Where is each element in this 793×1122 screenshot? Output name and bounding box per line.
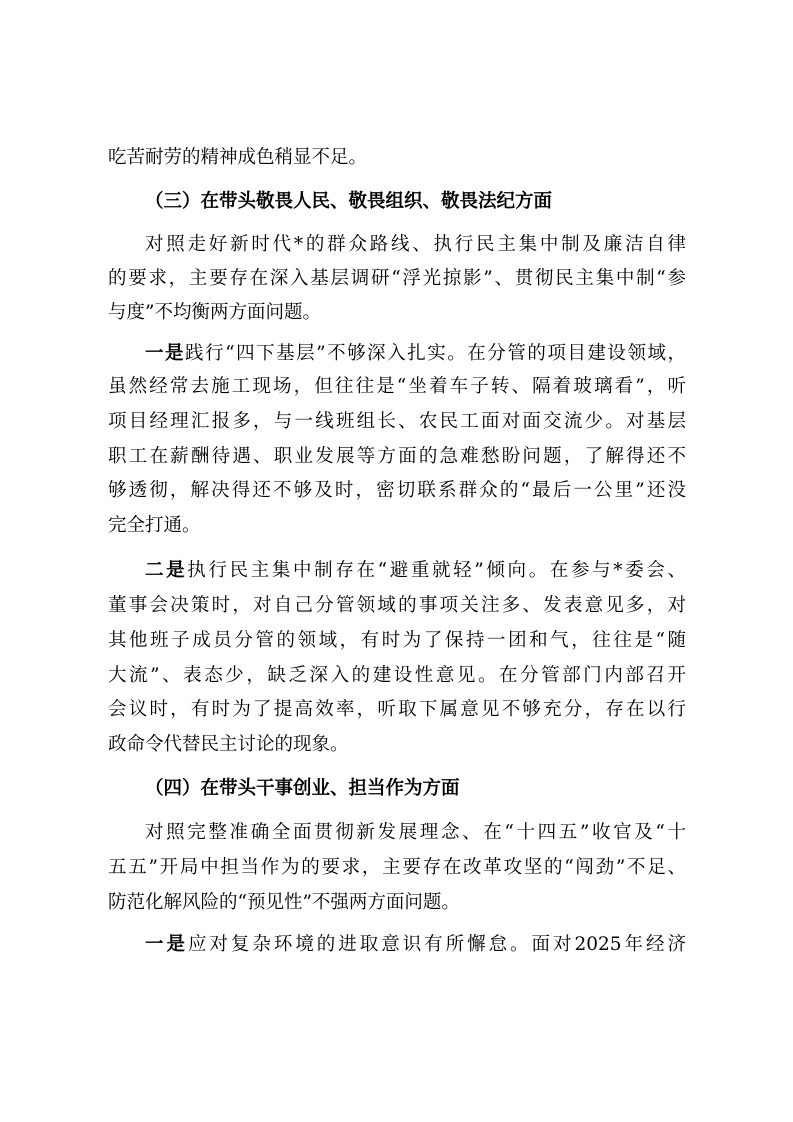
body-text: 执行民主集中制存在“避重就轻”倾向。在参与*委会、 [187,560,686,581]
body-line: 对照完整准确全面贯彻新发展理念、在“十四五”收官及“十 [145,822,686,843]
body-text: 应对复杂环境的进取意识有所懈怠。面对2025年经济 [187,934,686,955]
body-line: 会议时，有时为了提高效率，听取下属意见不够充分，存在以行 [108,699,686,720]
body-line: 完全打通。 [108,515,201,536]
body-line: 与度”不均衡两方面问题。 [108,302,321,323]
body-line: 吃苦耐劳的精神成色稍显不足。 [108,147,368,168]
body-line: 虽然经常去施工现场，但往往是“坐着车子转、隔着玻璃看”，听 [108,376,686,397]
body-line: 大流”、表态少，缺乏深入的建设性意见。在分管部门内部召开 [108,665,686,686]
body-line: 的要求，主要存在深入基层调研“浮光掠影”、贯彻民主集中制“参 [108,268,686,289]
body-line: 职工在薪酬待遇、职业发展等方面的急难愁盼问题，了解得还不 [108,446,686,467]
body-line: 其他班子成员分管的领域，有时为了保持一团和气，往往是“随 [108,630,686,651]
paragraph-first-line [145,559,686,583]
body-text: 践行“四下基层”不够深入扎实。在分管的项目建设领域， [185,343,686,364]
paragraph-first-line [145,933,686,957]
section-heading-4: （四）在带头干事创业、担当作为方面 [145,778,460,799]
body-line: 五五”开局中担当作为的要求，主要存在改革攻坚的“闯劲”不足、 [108,857,686,878]
body-line: 政命令代替民主讨论的现象。 [108,734,349,755]
paragraph-first-line [145,342,686,366]
body-line: 对照走好新时代*的群众路线、执行民主集中制及廉洁自律 [145,234,686,255]
point-label-first: 一是 [145,934,188,955]
body-line: 项目经理汇报多，与一线班组长、农民工面对面交流少。对基层 [108,411,686,432]
body-line: 董事会决策时，对自己分管领域的事项关注多、发表意见多，对 [108,595,686,616]
point-label-first: 一是 [145,343,186,364]
section-heading-3: （三）在带头敬畏人民、敬畏组织、敬畏法纪方面 [145,191,553,212]
body-line: 够透彻，解决得还不够及时，密切联系群众的“最后一公里”还没 [108,480,686,501]
body-line: 防范化解风险的“预见性”不强两方面问题。 [108,892,460,913]
point-label-second: 二是 [145,560,188,581]
